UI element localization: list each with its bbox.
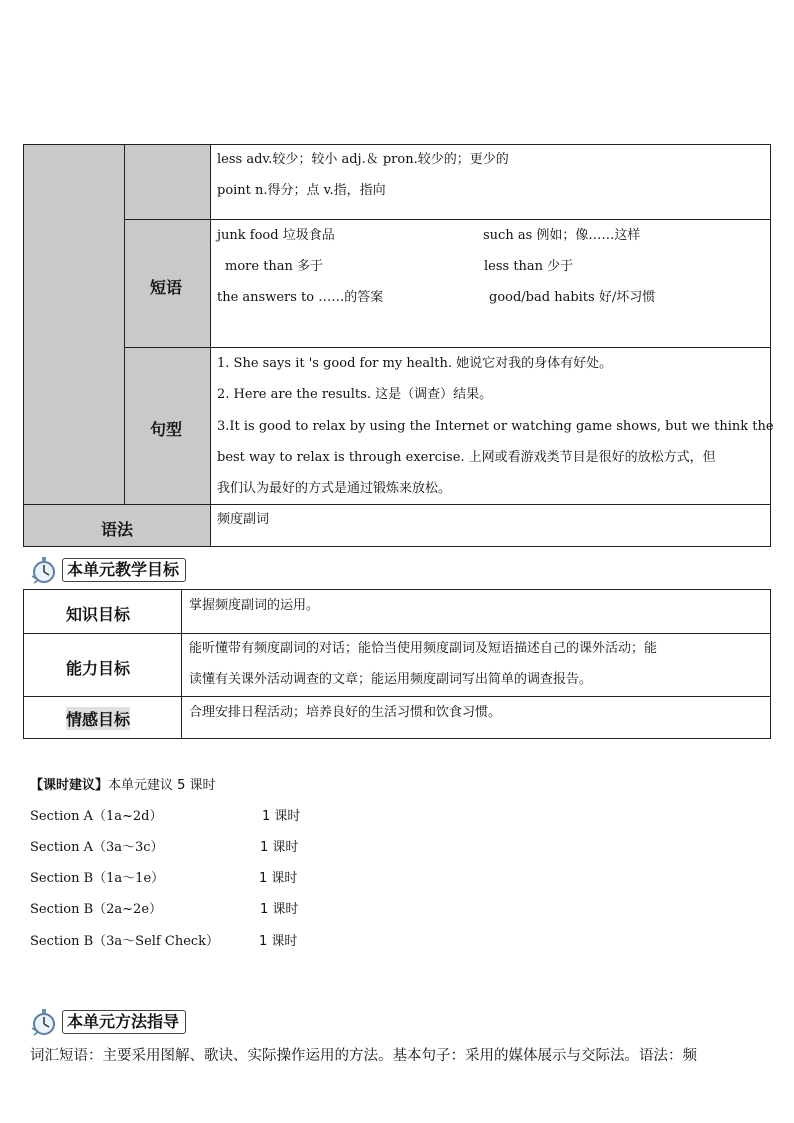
- teaching-goals-header: [30, 556, 230, 584]
- schedule-section: Section A（1a~2d）: [30, 809, 163, 824]
- grammar-label: 语法: [101, 520, 134, 539]
- schedule-hours: 1 课时: [259, 871, 298, 886]
- phrases-label: 短语: [150, 278, 183, 297]
- schedule-hours: 1 课时: [262, 809, 301, 824]
- phrase-item: less than 少于: [484, 259, 574, 274]
- sentence-line: 我们认为最好的方式是通过锻炼来放松。: [217, 481, 452, 496]
- sentence-line: best way to relax is through exercise. 上网或看游戏类节目是很好的放松方式，但: [217, 450, 716, 465]
- method-guide-text: 词汇短语：主要采用图解、歌诀、实际操作运用的方法。基本句子：采用的媒体展示与交际法。语法：频: [30, 1048, 697, 1064]
- words-line-1: less adv.较少；较小 adj.＆ pron.较少的；更少的: [217, 152, 509, 167]
- sentence-line: 2. Here are the results. 这是（调查）结果。: [217, 387, 493, 402]
- method-guide-header: [30, 1008, 230, 1036]
- grammar-value: 频度副词: [217, 512, 270, 527]
- knowledge-goal-label: 知识目标: [66, 605, 131, 624]
- sentences-label: 句型: [150, 420, 183, 439]
- grammar-value-cell: [210, 504, 771, 547]
- schedule-hours: 1 课时: [259, 934, 298, 949]
- ability-goal-text: 读懂有关课外活动调查的文章；能运用频度副词写出简单的调查报告。: [189, 672, 593, 687]
- schedule-hours: 1 课时: [260, 840, 299, 855]
- phrase-item: the answers to ……的答案: [217, 290, 384, 305]
- emotion-goal-label: 情感目标: [66, 707, 130, 730]
- sentence-line: 1. She says it 's good for my health. 她说它对我的身体有好处。: [217, 356, 613, 371]
- words-line-2: point n.得分；点 v.指，指向: [217, 183, 386, 198]
- schedule-section: Section B（1a～1e）: [30, 871, 165, 886]
- phrase-item: more than 多于: [225, 259, 324, 274]
- sentence-line: 3.It is good to relax by using the Internet or watching game shows, but we think the: [217, 419, 774, 434]
- stopwatch-icon: [30, 1008, 64, 1036]
- words-category-cell: [124, 144, 211, 220]
- teaching-goals-title: 本单元教学目标: [62, 558, 186, 582]
- stopwatch-icon: [30, 556, 64, 584]
- phrase-item: good/bad habits 好/坏习惯: [489, 290, 656, 305]
- schedule-hours: 1 课时: [260, 902, 299, 917]
- schedule-heading-text: 本单元建议 5 课时: [108, 778, 216, 793]
- phrase-item: such as 例如；像……这样: [483, 228, 641, 243]
- knowledge-goal-text: 掌握频度副词的运用。: [189, 598, 320, 613]
- schedule-section: Section B（3a～Self Check）: [30, 934, 220, 949]
- schedule-section: Section B（2a~2e）: [30, 902, 163, 917]
- ability-goal-label: 能力目标: [66, 659, 131, 678]
- schedule-heading-bracket: 【课时建议】: [30, 778, 109, 793]
- phrase-item: junk food 垃圾食品: [217, 228, 335, 243]
- schedule-heading: [30, 778, 216, 794]
- vocab-left-column: [23, 144, 125, 505]
- ability-goal-text: 能听懂带有频度副词的对话；能恰当使用频度副词及短语描述自己的课外活动；能: [189, 641, 658, 656]
- method-guide-title: 本单元方法指导: [62, 1010, 186, 1034]
- schedule-section: Section A（3a～3c）: [30, 840, 164, 855]
- emotion-goal-text: 合理安排日程活动；培养良好的生活习惯和饮食习惯。: [189, 705, 502, 720]
